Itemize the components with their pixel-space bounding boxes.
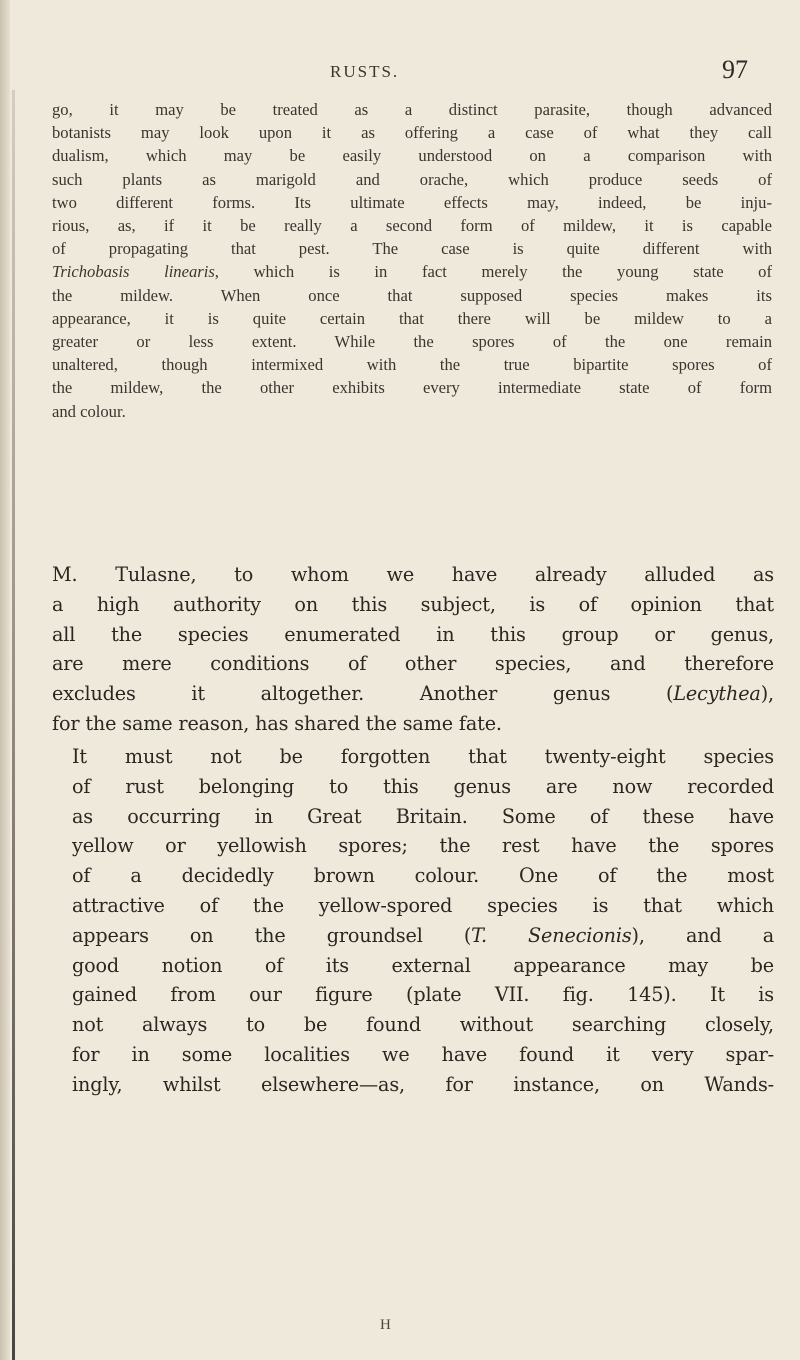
text-line: It must not be forgotten that twenty-eight species — [72, 745, 774, 768]
gutter-shadow — [12, 90, 15, 1360]
text-line: as occurring in Great Britain. Some of these have — [72, 804, 774, 828]
text-line: of a decidedly brown colour. One of the most — [72, 864, 774, 888]
text-line: a high authority on this subject, is of opinion that — [52, 592, 774, 616]
text-line: gained from our figure (plate VII. fig. 145). It is — [72, 983, 774, 1007]
signature-mark: H — [380, 1317, 392, 1333]
text-line: botanists may look upon it as offering a case of what they call — [52, 123, 772, 143]
text-line: are mere conditions of other species, and therefore — [52, 652, 774, 676]
text-line: M. Tulasne, to whom we have already alluded as — [52, 563, 774, 586]
text-line: excludes it altogether. Another genus (Lecythea), — [52, 682, 774, 706]
text-line: and colour. — [52, 401, 126, 421]
text-line: go, it may be treated as a distinct parasite, though advanced — [52, 100, 772, 119]
text-line: appears on the groundsel (T. Senecionis), and a — [72, 923, 774, 947]
text-line: unaltered, though intermixed with the true bipartite spores of — [52, 355, 772, 375]
text-line: the mildew, the other exhibits every intermediate state of form — [52, 378, 772, 398]
running-title: RUSTS. — [330, 62, 400, 81]
page-edge-shadow — [0, 0, 10, 1360]
text-line: not always to be found without searching closely, — [72, 1013, 774, 1037]
running-head — [0, 55, 800, 88]
page-number: 97 — [722, 55, 748, 84]
text-line: good notion of its external appearance may be — [72, 953, 774, 977]
text-line: rious, as, if it be really a second form of mildew, it is capable — [52, 216, 772, 236]
text-line: two different forms. Its ultimate effects may, indeed, be inju- — [52, 192, 772, 212]
paragraph-tulasne — [52, 560, 774, 739]
text-line: Trichobasis linearis, which is in fact merely the young state of — [52, 262, 773, 282]
text-line: ingly, whilst elsewhere—as, for instance, on Wands- — [72, 1072, 774, 1096]
text-line: the mildew. When once that supposed species makes its — [52, 285, 772, 305]
text-line: yellow or yellowish spores; the rest have the spores — [72, 834, 774, 858]
text-line: such plants as marigold and orache, which produce seeds of — [52, 169, 772, 189]
text-line: appearance, it is quite certain that there will be mildew to a — [52, 308, 772, 328]
text-line: of rust belonging to this genus are now recorded — [72, 774, 774, 798]
text-line: of propagating that pest. The case is quite different with — [52, 239, 772, 259]
text-line: greater or less extent. While the spores of the one remain — [52, 332, 772, 352]
text-line: for in some localities we have found it very spar- — [72, 1042, 774, 1066]
text-line: attractive of the yellow-spored species is that which — [72, 893, 774, 917]
text-line: all the species enumerated in this group or genus, — [52, 622, 774, 646]
text-line: for the same reason, has shared the same fate. — [52, 711, 502, 735]
paragraph-continued — [52, 98, 772, 423]
paragraph-twenty-eight-species — [52, 742, 774, 1100]
text-line: dualism, which may be easily understood on a comparison with — [52, 146, 772, 166]
